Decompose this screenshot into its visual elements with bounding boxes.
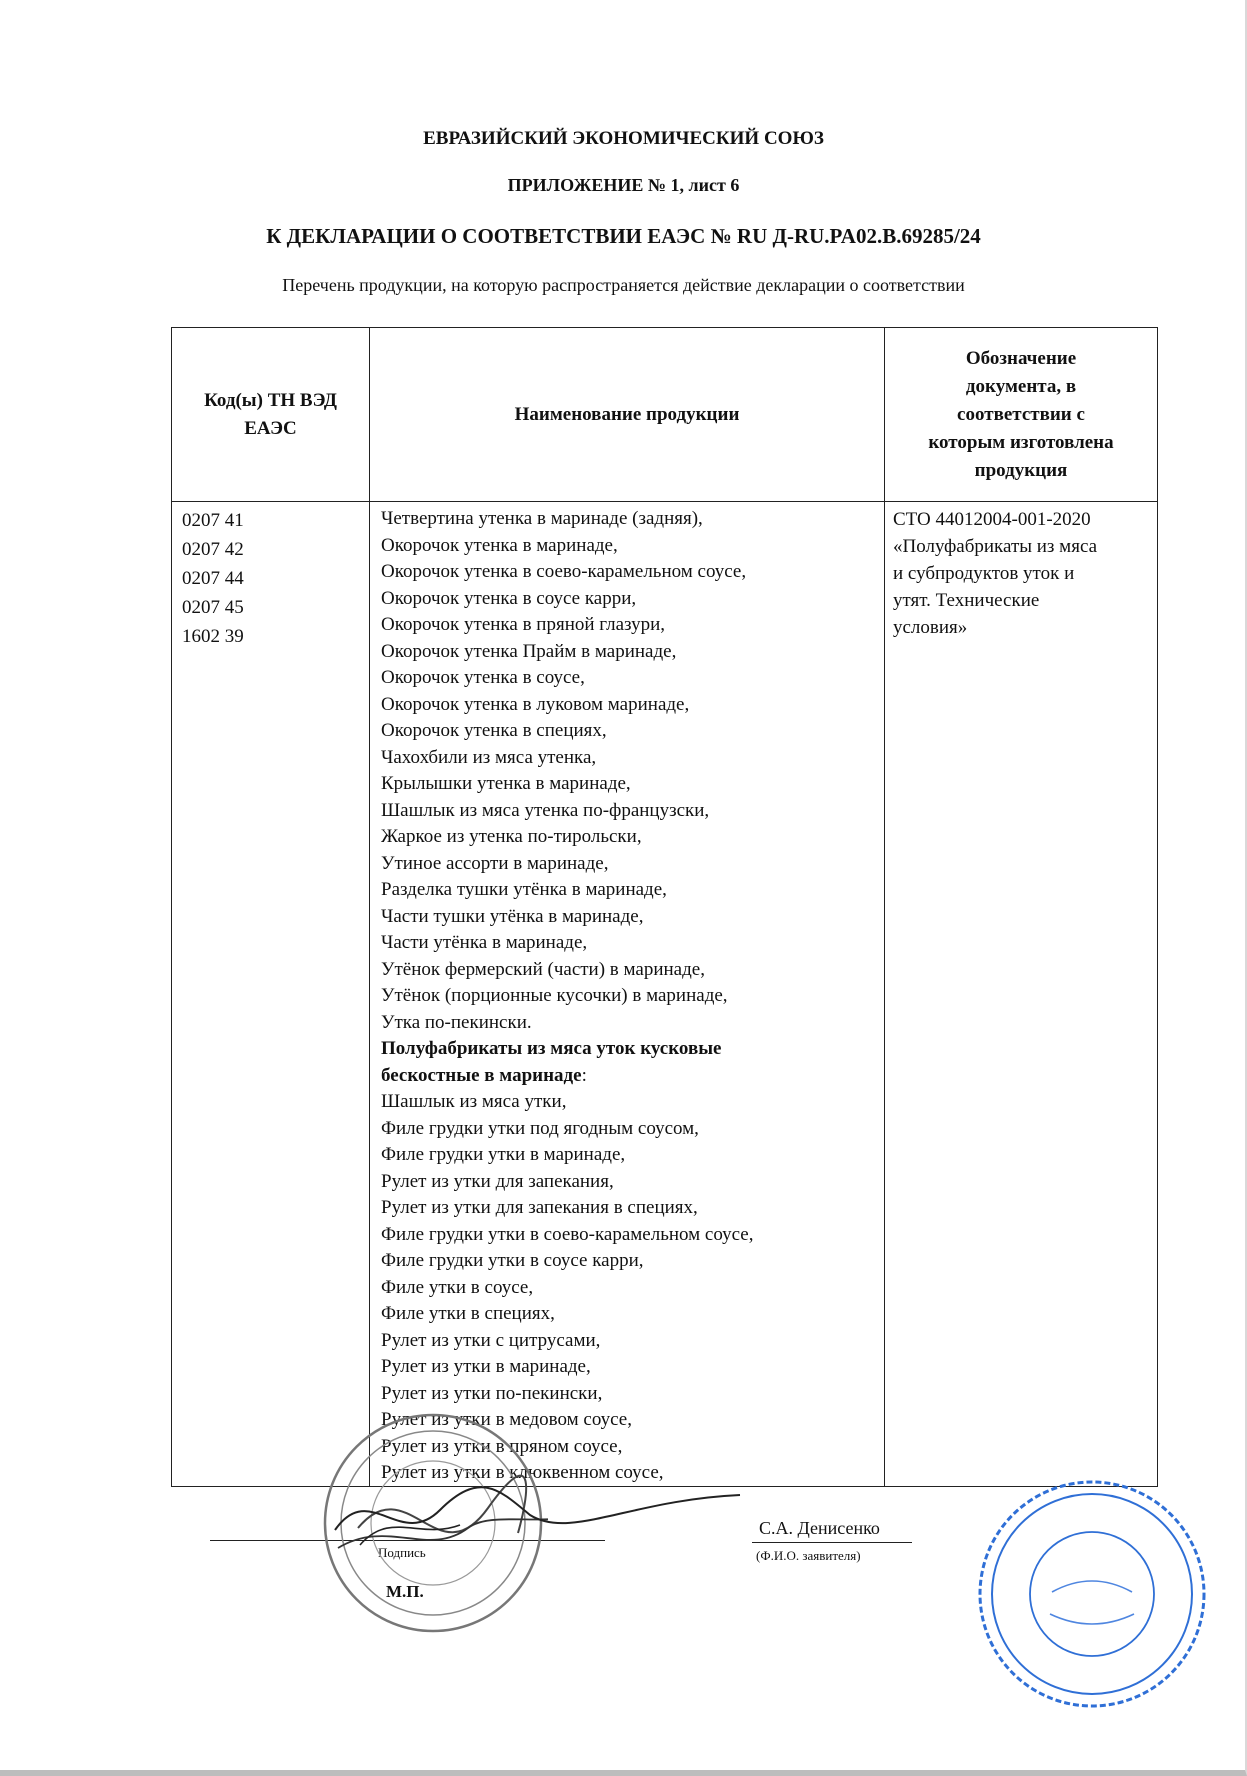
product-group-heading [381,1063,754,1090]
product-item: Рулет из утки в медовом соусе, [381,1409,632,1430]
product-item: Крылышки утенка в маринаде, [381,773,631,794]
product-item: Рулет из утки для запекания в специях, [381,1197,698,1218]
hs-code: 1602 39 [182,626,244,647]
product-item: Чахохбили из мяса утенка, [381,746,597,768]
product-item: Окорочок утенка в пряной глазури, [381,614,666,635]
standard-document-cell [893,506,1148,641]
col-header-codes-line: ЕАЭС [244,417,297,439]
product-item: Утка по-пекински. [381,1011,532,1033]
product-group-heading-text: бескостные в маринаде [381,1064,582,1086]
product-item: Филе грудки утки в соусе карри, [381,1250,644,1271]
product-item: Утиное ассорти в маринаде, [381,852,609,874]
signature-mark [330,1470,750,1560]
product-item: Окорочок утенка в соево-карамельном соусе, [381,561,747,582]
product-item: Рулет из утки в клюквенном соусе, [381,1462,664,1483]
product-item: Разделка тушки утёнка в маринаде, [381,879,667,900]
product-item: Окорочок утенка в соусе карри, [381,587,637,609]
product-item: Шашлык из мяса утенка по-французски, [381,799,710,821]
hs-code: 0207 44 [182,568,244,589]
product-group-heading-colon: : [581,1064,587,1086]
product-item: Филе утки в соусе, [381,1276,534,1298]
product-item: Жаркое из утенка по-тирольски, [381,826,642,847]
appendix-title: ПРИЛОЖЕНИЕ № 1, лист 6 [507,175,740,195]
products-cell [381,506,754,1487]
product-item: Части утёнка в маринаде, [381,932,588,953]
col-header-document [885,328,1157,501]
list-subtitle: Перечень продукции, на которую распространяется действие декларации о соответствии [282,275,965,295]
certification-stamp [972,1474,1212,1714]
product-item: Филе утки в специях, [381,1303,555,1324]
product-item: Филе грудки утки под ягодным соусом, [381,1117,699,1139]
signature-caption: Подпись [378,1545,426,1560]
hs-code: 0207 42 [182,539,244,560]
product-item: Окорочок утенка в соусе, [381,667,585,688]
product-table [171,327,1158,1487]
document-line: и субпродуктов уток и [893,563,1075,584]
product-item: Четвертина утенка в маринаде (задняя), [381,508,703,529]
union-title: ЕВРАЗИЙСКИЙ ЭКОНОМИЧЕСКИЙ СОЮЗ [423,128,824,149]
col-header-products: Наименование продукции [514,403,740,425]
header-divider [172,501,1157,502]
product-item: Рулет из утки для запекания, [381,1170,614,1192]
product-item: Рулет из утки в пряном соусе, [381,1435,623,1457]
product-item: Части тушки утёнка в маринаде, [381,905,644,927]
seal-mark: М.П. [386,1582,424,1601]
product-item: Окорочок утенка в маринаде, [381,534,618,556]
product-item: Утёнок фермерский (части) в маринаде, [381,958,705,980]
col-header-codes-line: Код(ы) ТН ВЭД [204,389,337,411]
col-header-document-line: Обозначение [965,347,1077,369]
hs-codes-cell [182,506,244,651]
document-line: СТО 44012004-001-2020 [893,509,1091,530]
product-item: Рулет из утки с цитрусами, [381,1329,601,1351]
col-header-document-line: продукция [974,459,1068,481]
hs-code: 0207 41 [182,510,244,531]
applicant-name: С.А. Денисенко [759,1518,880,1538]
declaration-title: К ДЕКЛАРАЦИИ О СООТВЕТСТВИИ ЕАЭС № RU Д-RU.PA02.B.69285/24 [266,224,981,248]
product-item: Утёнок (порционные кусочки) в маринаде, [381,985,728,1006]
col-header-document-line: документа, в [965,375,1077,397]
document-line: «Полуфабрикаты из мяса [893,536,1098,557]
product-item: Окорочок утенка в специях, [381,720,607,741]
col-header-document-line: соответствии с [957,403,1085,425]
document-line: условия» [893,617,968,638]
product-group-heading: Полуфабрикаты из мяса уток кусковые [381,1038,722,1059]
product-item: Окорочок утенка в луковом маринаде, [381,693,690,715]
product-item: Окорочок утенка Прайм в маринаде, [381,640,677,662]
product-item: Рулет из утки по-пекински, [381,1382,603,1404]
applicant-caption: (Ф.И.О. заявителя) [756,1548,861,1563]
product-item: Филе грудки утки в маринаде, [381,1144,626,1165]
product-item: Филе грудки утки в соево-карамельном соусе, [381,1223,754,1245]
applicant-name-line [752,1542,912,1543]
hs-code: 0207 45 [182,597,244,618]
col-header-codes [172,328,369,501]
product-item: Шашлык из мяса утки, [381,1091,567,1112]
col-header-document-line: которым изготовлена [928,431,1114,453]
product-item: Рулет из утки в маринаде, [381,1356,591,1377]
document-line: утят. Технические [893,590,1040,611]
